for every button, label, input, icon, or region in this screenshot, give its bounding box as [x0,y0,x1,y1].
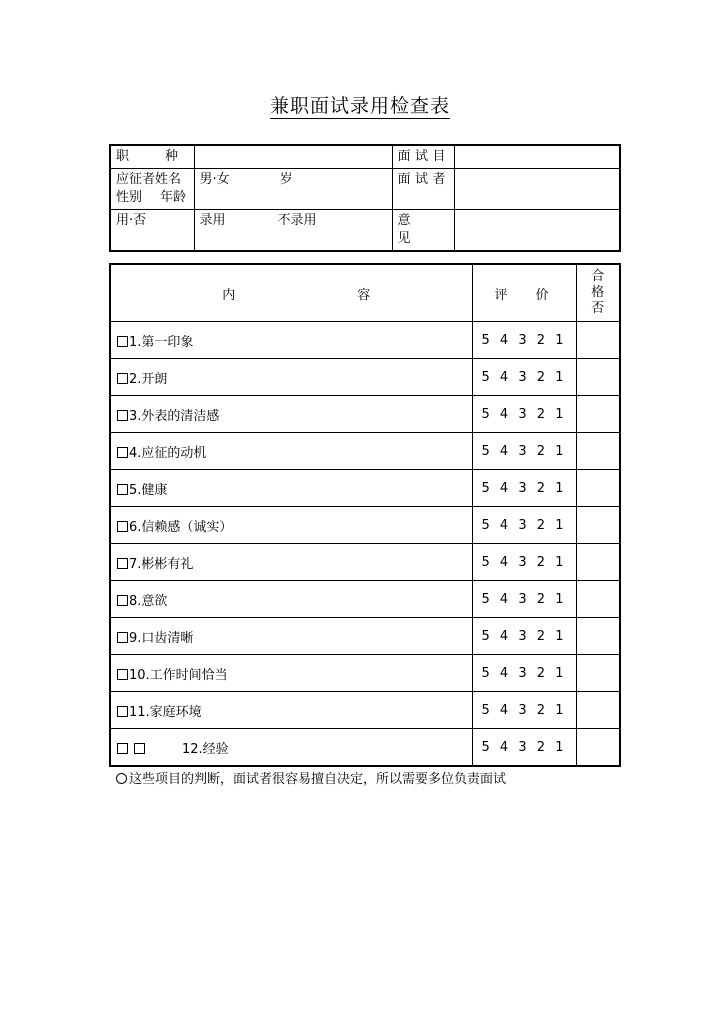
table-row [110,322,620,359]
score-cell [472,692,576,729]
hire-option: 录用 [199,213,226,228]
score-option[interactable]: 4 [499,443,509,459]
score-option[interactable]: 5 [481,369,490,385]
item-label: 12.经验 [182,741,229,757]
checkbox-icon[interactable] [117,558,128,569]
score-option[interactable]: 2 [536,406,546,422]
item-label: 5.健康 [129,482,168,498]
reject-option: 不录用 [277,213,317,228]
item-cell [110,470,472,507]
checkbox-icon[interactable] [134,743,145,754]
checkbox-icon[interactable] [117,632,128,643]
checkbox-icon[interactable] [117,521,128,532]
page-title: 兼职面试录用检查表 [269,95,450,117]
checkbox-icon[interactable] [117,336,128,347]
table-row [110,396,620,433]
score-option[interactable]: 1 [555,406,564,422]
score-cell [472,470,576,507]
score-option[interactable]: 1 [555,480,564,496]
checkbox-icon[interactable] [117,595,128,606]
table-row [110,433,620,470]
score-option[interactable]: 4 [499,665,509,681]
score-option[interactable]: 2 [536,702,546,718]
item-cell [110,507,472,544]
score-option[interactable]: 4 [499,517,509,533]
job-label-cell: 职 种 [110,145,194,169]
item-cell [110,655,472,692]
item-cell [110,692,472,729]
table-row [110,507,620,544]
item-cell [110,322,472,359]
score-option[interactable]: 4 [499,739,509,755]
item-label: 2.开朗 [129,371,168,387]
item-label: 11.家庭环境 [129,704,202,720]
score-option[interactable]: 4 [499,406,509,422]
table-row [110,729,620,767]
score-option[interactable]: 1 [555,332,564,348]
score-option[interactable]: 5 [481,628,490,644]
score-option[interactable]: 5 [481,443,490,459]
item-cell [110,396,472,433]
checkbox-icon[interactable] [117,373,128,384]
footnote: 这些项目的判断，面试者很容易擅自决定，所以需要多位负责面试 [116,771,506,789]
score-cell [472,433,576,470]
score-option[interactable]: 5 [481,665,490,681]
table-row [110,655,620,692]
gender-value: 男·女 [199,172,230,187]
applicant-info-table [109,144,621,252]
score-option[interactable]: 1 [555,628,564,644]
score-option[interactable]: 2 [536,443,546,459]
checkbox-icon[interactable] [117,447,128,458]
item-cell [110,433,472,470]
score-cell [472,544,576,581]
score-option[interactable]: 4 [499,480,509,496]
score-option[interactable]: 2 [536,480,546,496]
pass-cell[interactable] [576,655,620,692]
score-header: 评 价 [472,264,576,322]
interview-item-label-cell: 面 试 目 [392,145,454,169]
score-option[interactable]: 1 [555,591,564,607]
checkbox-icon[interactable] [117,743,128,754]
score-option[interactable]: 4 [499,554,509,570]
applicant-label-cell: 应征者姓名 性别 年龄 [110,169,194,210]
item-label: 8.意欲 [129,593,168,609]
score-option[interactable]: 3 [518,554,527,570]
score-option[interactable]: 3 [518,628,527,644]
score-option[interactable]: 2 [536,628,546,644]
score-option[interactable]: 3 [518,369,527,385]
score-option[interactable]: 2 [536,739,546,755]
score-option[interactable]: 3 [518,591,527,607]
checkbox-icon[interactable] [117,669,128,680]
score-option[interactable]: 2 [536,591,546,607]
score-option[interactable]: 2 [536,369,546,385]
hire-label-cell: 用·否 [110,210,194,252]
score-option[interactable]: 4 [499,591,509,607]
content-header: 内 容 [110,264,472,322]
item-cell [110,729,472,767]
score-cell [472,581,576,618]
interviewer-label-cell: 面 试 者 [392,169,454,210]
score-option[interactable]: 1 [555,739,564,755]
pass-cell[interactable] [576,729,620,767]
score-cell [472,396,576,433]
score-cell [472,507,576,544]
opinion-value-cell[interactable] [454,210,620,252]
score-option[interactable]: 4 [499,332,509,348]
table-row [110,359,620,396]
table-row [110,544,620,581]
score-option[interactable]: 1 [555,369,564,385]
score-option[interactable]: 5 [481,739,490,755]
score-option[interactable]: 1 [555,665,564,681]
pass-cell[interactable] [576,470,620,507]
opinion-label-cell: 意 见 [392,210,454,252]
pass-cell[interactable] [576,359,620,396]
age-value: 岁 [279,172,293,187]
score-option[interactable]: 3 [518,517,527,533]
item-label: 4.应征的动机 [129,445,207,461]
score-option[interactable]: 1 [555,554,564,570]
table-row [110,618,620,655]
score-option[interactable]: 1 [555,702,564,718]
score-option[interactable]: 3 [518,665,527,681]
score-option[interactable]: 4 [499,369,509,385]
table-row [110,470,620,507]
score-option[interactable]: 4 [499,702,509,718]
score-option[interactable]: 2 [536,554,546,570]
score-option[interactable]: 3 [518,406,527,422]
item-label: 1.第一印象 [129,334,194,350]
circle-icon [116,773,127,784]
score-option[interactable]: 5 [481,554,490,570]
applicant-value-cell[interactable] [194,169,392,210]
pass-cell[interactable] [576,692,620,729]
score-option[interactable]: 3 [518,739,527,755]
score-option[interactable]: 5 [481,702,490,718]
item-label: 9.口齿清晰 [129,630,194,646]
pass-cell[interactable] [576,433,620,470]
score-option[interactable]: 3 [518,332,527,348]
interview-item-value-cell[interactable] [454,145,620,169]
pass-cell[interactable] [576,322,620,359]
score-cell [472,359,576,396]
table-row [110,692,620,729]
score-option[interactable]: 4 [499,628,509,644]
pass-cell[interactable] [576,544,620,581]
item-label: 6.信赖感（诚实） [129,519,233,535]
score-option[interactable]: 5 [481,332,490,348]
score-option[interactable]: 1 [555,517,564,533]
item-cell [110,618,472,655]
score-option[interactable]: 2 [536,332,546,348]
score-option[interactable]: 5 [481,591,490,607]
pass-header: 合 格 否 [576,264,620,322]
table-row [110,581,620,618]
score-option[interactable]: 5 [481,406,490,422]
item-label: 3.外表的清洁感 [129,408,220,424]
pass-cell[interactable] [576,618,620,655]
checkbox-icon[interactable] [117,706,128,717]
pass-cell[interactable] [576,396,620,433]
interviewer-value-cell[interactable] [454,169,620,210]
checkbox-icon[interactable] [117,410,128,421]
score-option[interactable]: 3 [518,480,527,496]
item-cell [110,544,472,581]
item-cell [110,581,472,618]
pass-cell[interactable] [576,507,620,544]
score-option[interactable]: 5 [481,480,490,496]
score-option[interactable]: 2 [536,517,546,533]
score-option[interactable]: 5 [481,517,490,533]
score-cell [472,729,576,767]
checkbox-icon[interactable] [117,484,128,495]
score-option[interactable]: 3 [518,443,527,459]
pass-cell[interactable] [576,581,620,618]
score-option[interactable]: 2 [536,665,546,681]
score-cell [472,618,576,655]
score-cell [472,322,576,359]
job-value-cell[interactable] [194,145,392,169]
hire-value-cell[interactable] [194,210,392,252]
score-cell [472,655,576,692]
item-label: 7.彬彬有礼 [129,556,194,572]
item-label: 10.工作时间恰当 [129,667,228,683]
score-option[interactable]: 1 [555,443,564,459]
item-cell [110,359,472,396]
score-option[interactable]: 3 [518,702,527,718]
evaluation-table [109,263,621,767]
